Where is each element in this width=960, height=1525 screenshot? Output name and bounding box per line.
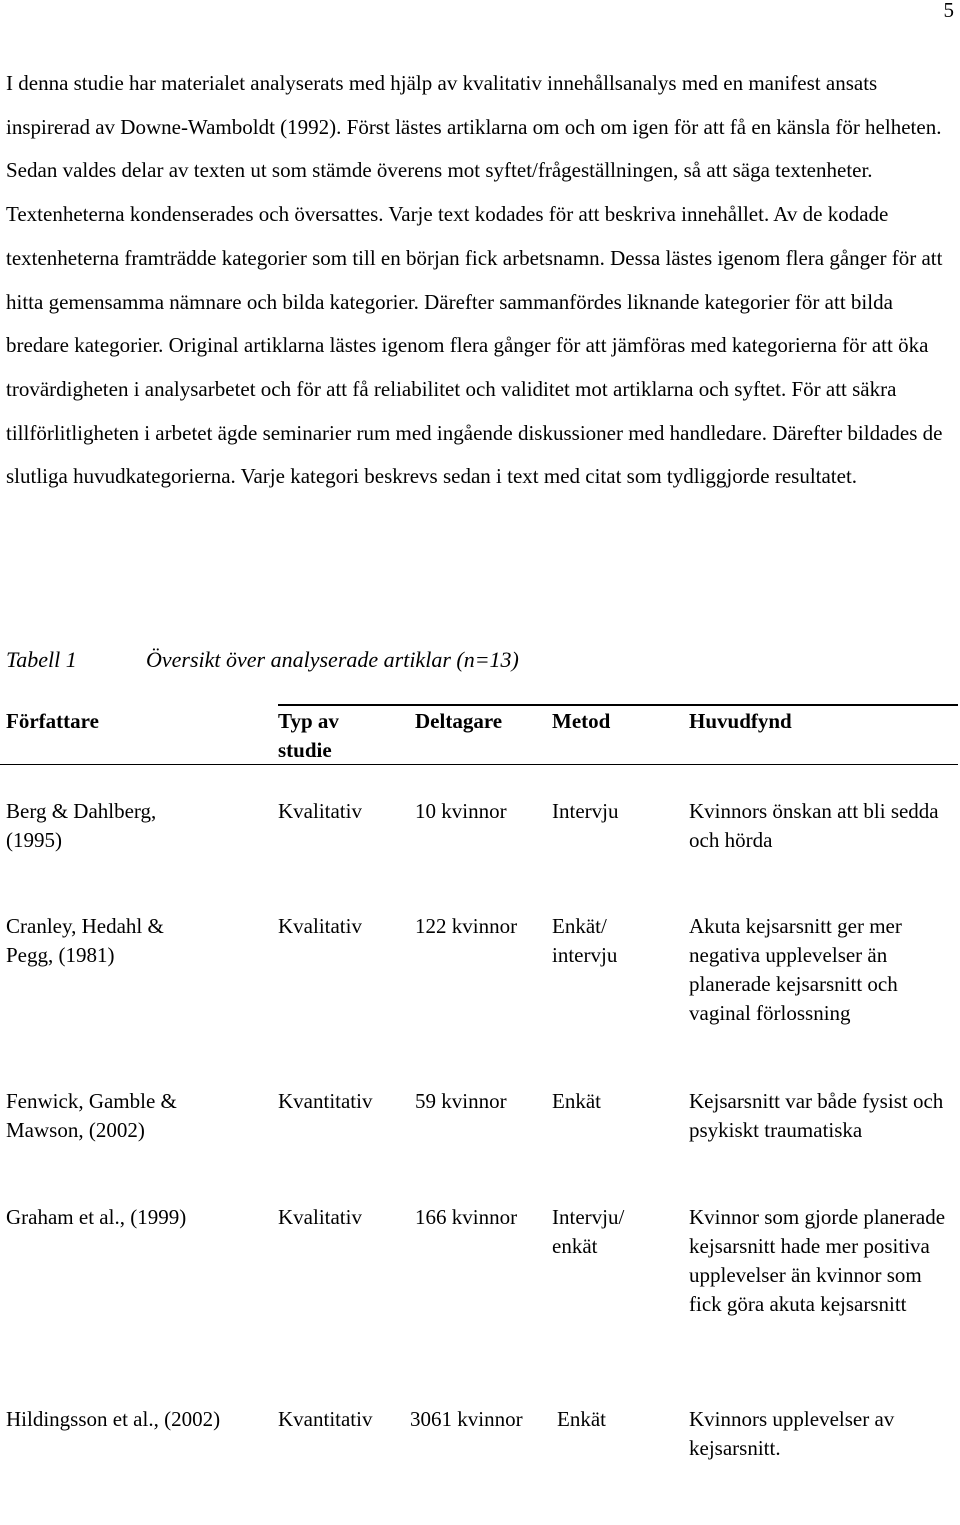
cell-finding: Kvinnors upplevelser av kejsarsnitt.	[689, 1407, 895, 1460]
table-row	[0, 1405, 960, 1525]
cell-method: Enkät	[552, 1089, 601, 1113]
cell-study-type: Kvalitativ	[278, 799, 362, 823]
header-typ-av-studie: Typ av studie	[278, 709, 339, 762]
cell-participants: 122 kvinnor	[415, 914, 518, 938]
cell-participants: 3061 kvinnor	[410, 1407, 523, 1431]
cell-author: Hildingsson et al., (2002)	[6, 1407, 221, 1431]
cell-author: Graham et al., (1999)	[6, 1205, 187, 1229]
cell-finding: Kvinnors önskan att bli sedda och hörda	[689, 799, 939, 852]
cell-finding: Kejsarsnitt var både fysist och psykiskt traumatiska	[689, 1089, 944, 1142]
cell-study-type: Kvantitativ	[278, 1407, 373, 1431]
cell-method: Intervju/ enkät	[552, 1205, 625, 1258]
cell-method: Enkät	[557, 1407, 606, 1431]
cell-author: Cranley, Hedahl & Pegg, (1981)	[6, 914, 164, 967]
cell-author: Fenwick, Gamble & Mawson, (2002)	[6, 1089, 177, 1142]
cell-method: Enkät/ intervju	[552, 914, 618, 967]
cell-finding: Akuta kejsarsnitt ger mer negativa upplevelser än planerade kejsarsnitt och vaginal förlossning	[689, 914, 902, 1025]
table-row	[0, 912, 960, 1032]
header-forfattare: Författare	[6, 709, 99, 733]
cell-study-type: Kvalitativ	[278, 914, 362, 938]
cell-participants: 10 kvinnor	[415, 799, 507, 823]
cell-study-type: Kvalitativ	[278, 1205, 362, 1229]
table-row	[0, 1203, 960, 1323]
table-caption	[6, 647, 519, 673]
cell-author: Berg & Dahlberg, (1995)	[6, 799, 157, 852]
header-deltagare: Deltagare	[415, 709, 503, 733]
cell-finding: Kvinnor som gjorde planerade kejsarsnitt hade mer positiva upplevelser än kvinnor som fick göra akuta kejsarsnitt	[689, 1205, 946, 1316]
table-caption-label: Tabell 1	[6, 647, 77, 672]
cell-study-type: Kvantitativ	[278, 1089, 373, 1113]
table-header-rule	[0, 764, 958, 765]
header-metod: Metod	[552, 709, 611, 733]
table-row	[0, 1087, 960, 1207]
table-top-rule	[278, 704, 958, 706]
cell-participants: 59 kvinnor	[415, 1089, 507, 1113]
page-number: 5	[943, 0, 954, 22]
table-row	[0, 797, 960, 917]
cell-method: Intervju	[552, 799, 619, 823]
cell-participants: 166 kvinnor	[415, 1205, 518, 1229]
table-caption-title: Översikt över analyserade artiklar (n=13)	[146, 647, 519, 672]
method-paragraph: I denna studie har materialet analyserats med hjälp av kvalitativ innehållsanalys med en manifest ansats inspirerad av Downe-Wamboldt (1992). Först lästes artiklarna om och om igen för att få en känsla för helheten. Sedan valdes delar av texten ut som stämde överens mot syftet/frågeställningen, så att säga textenheter. Textenheterna kondenserades och översattes. Varje text kodades för att beskriva innehållet. Av de kodade textenheterna framträdde kategorier som till en början fick arbetsnamn. Dessa lästes igenom flera gånger för att hitta gemensamma nämnare och bilda kategorier. Därefter sammanfördes liknande kategorier för att bilda bredare kategorier. Original artiklarna lästes igenom flera gånger för att jämföras med kategorierna för att öka trovärdigheten i analysarbetet och för att få reliabilitet och validitet mot artiklarna och syftet. För att säkra tillförlitligheten i arbetet ägde seminarier rum med ingående diskussioner med handledare. Därefter bildades de slutliga huvudkategorierna. Varje kategori beskrevs sedan i text med citat som tydliggjorde resultatet.	[6, 71, 943, 489]
header-huvudfynd: Huvudfynd	[689, 709, 792, 733]
